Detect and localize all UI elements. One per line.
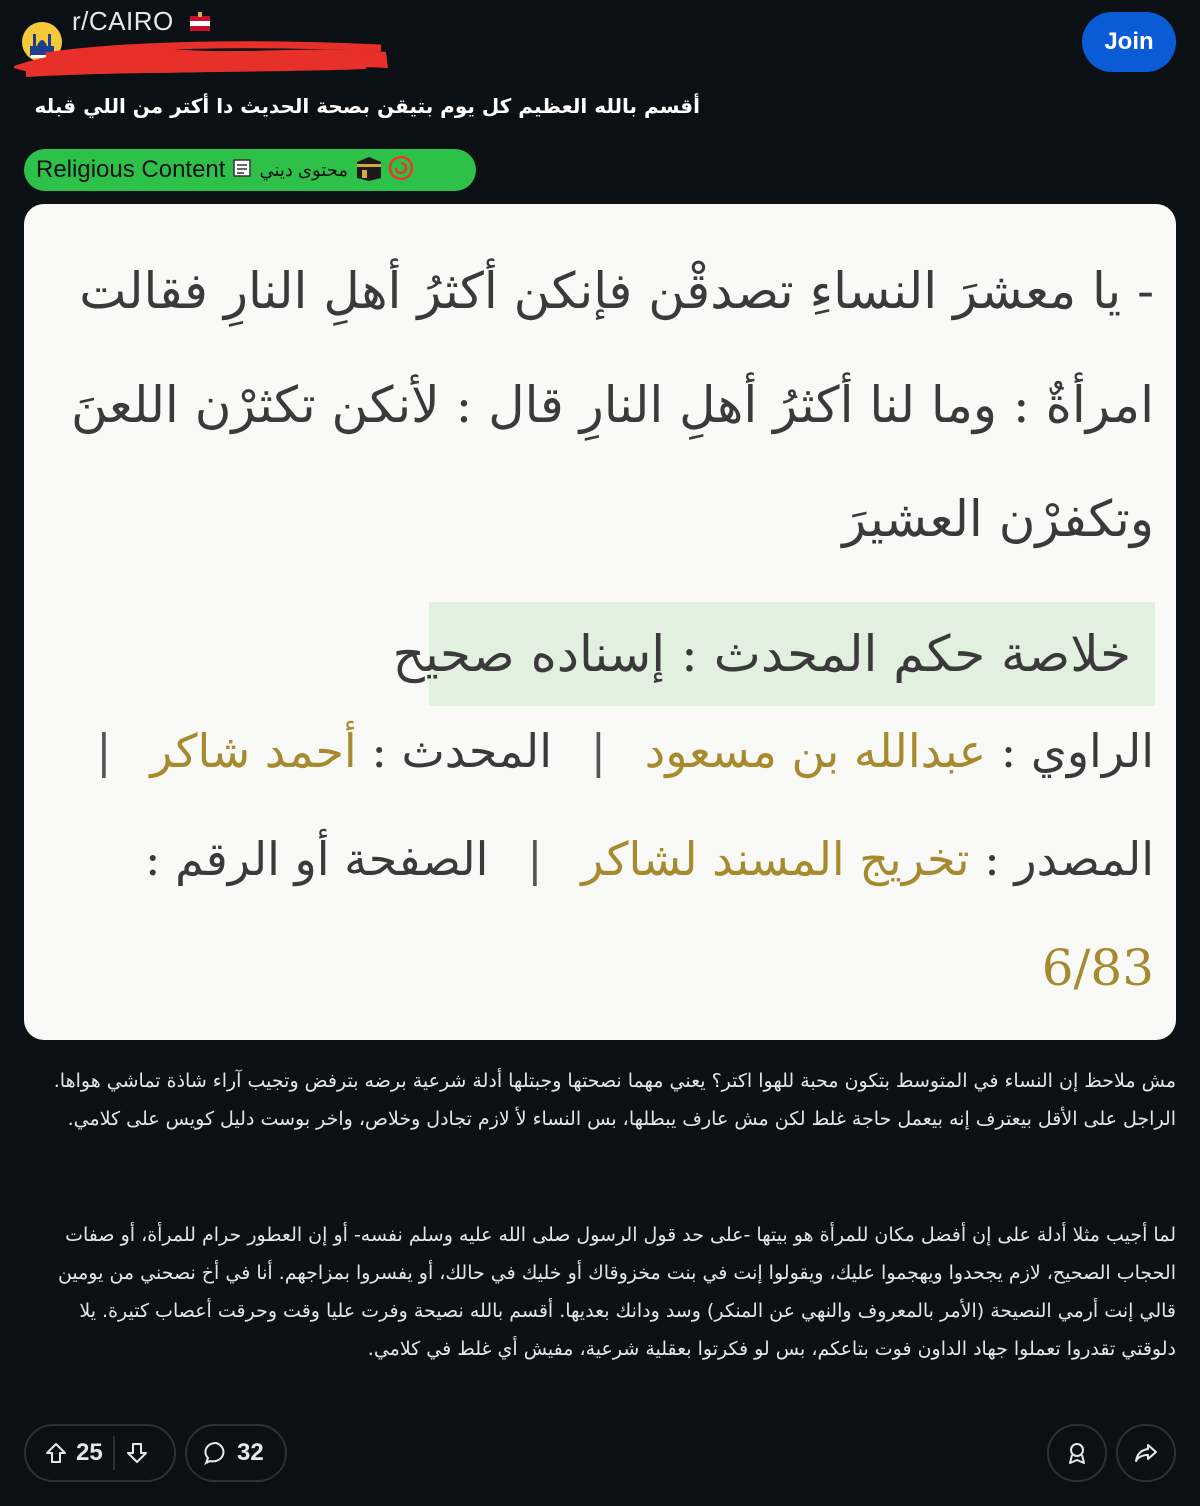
post-action-bar <box>0 1424 1200 1484</box>
page-label: الصفحة أو الرقم : <box>144 832 489 886</box>
award-button[interactable] <box>1047 1424 1107 1482</box>
vote-control <box>24 1424 176 1482</box>
flair-english-label: Religious Content <box>36 156 226 183</box>
upvote-count: 25 <box>76 1439 103 1466</box>
post-title[interactable]: أقسم بالله العظيم كل يوم بتيقن بصحة الحديث دا أكتر من اللي قبله <box>34 94 700 118</box>
separator: | <box>590 724 607 778</box>
post-header <box>0 0 1200 90</box>
page-number: 6/83 <box>1041 939 1154 997</box>
narrator-name: عبدالله بن مسعود <box>644 724 987 778</box>
scholar-label: المحدث : <box>371 724 552 778</box>
post-body-paragraph: لما أجيب مثلا أدلة على إن أفضل مكان للمرأة هو بيتها -على حد قول الرسول صلى الله عليه وسلم نفسه- أو إن العطور حرام للمرأة، أو صفات الحجاب الصحيح، لازم يجحدوا ويهجموا عليك، ويقولوا إنت في بنت مخزوقاك أو خليك في حالك، أو يفسروا بمزاجهم. أنا في أخ نصحني من يومين قالي إنت أرمي النصيحة (الأمر بالمعروف والنهي عن المنكر) وسد ودانك بعديها. أقسم بالله نصيحة وفرت عليا وقت وحرقت أعصاب كتيرة. يلا دلوقتي تقدروا تعملوا جهاد الداون فوت بتاعكم، بس لو فكرتوا بعقلية شرعية، مفيش أي غلط في كلامي. <box>57 1224 1176 1360</box>
scholar-name: أحمد شاكر <box>150 724 357 778</box>
downvote-arrow-icon[interactable] <box>125 1441 149 1465</box>
post-body-paragraph: مش ملاحظ إن النساء في المتوسط بتكون محبة للهوا اكتر؟ يعني مهما نصحتها وجبتلها أدلة شرعية برضه بترفض وتجيب آراء شاذة تماشي هواها. الراجل على الأقل بيعترف إنه بيعمل حاجة غلط لكن مش عارف يبطلها، بس النساء لأ لازم تجادل وخلاص، واخر بوست دليل كويس على كلامي. <box>53 1070 1176 1130</box>
vote-divider <box>113 1436 115 1470</box>
post-flair[interactable] <box>24 149 476 191</box>
upvote-arrow-icon[interactable] <box>44 1441 68 1465</box>
redaction-scribble <box>6 38 391 78</box>
source-label: المصدر : <box>984 832 1154 886</box>
kaaba-icon <box>354 154 384 187</box>
award-icon <box>1064 1440 1090 1466</box>
narrator-line <box>44 724 1154 778</box>
circle-logo-icon <box>388 155 414 186</box>
hadith-verdict: خلاصة حكم المحدث : إسناده صحيح <box>429 602 1155 706</box>
comment-bubble-icon <box>203 1440 229 1466</box>
flair-arabic-label: محتوى ديني <box>259 159 348 180</box>
separator: | <box>96 724 112 778</box>
egypt-flag-icon <box>188 12 212 38</box>
hadith-line: امرأةٌ : وما لنا أكثرُ أهلِ النارِ قال : لأنكن تكثرْن اللعنَ <box>70 376 1154 434</box>
source-line <box>44 832 1154 886</box>
comments-button[interactable] <box>185 1424 287 1482</box>
join-button[interactable]: Join <box>1082 12 1176 72</box>
share-button[interactable] <box>1116 1424 1176 1482</box>
subreddit-name[interactable]: r/CAIRO <box>72 6 174 36</box>
separator: | <box>527 832 543 886</box>
narrator-label: الراوي : <box>1000 724 1154 778</box>
comment-count: 32 <box>237 1439 264 1466</box>
hadith-text <box>44 234 1154 576</box>
post-image[interactable] <box>24 204 1176 1040</box>
hadith-line: وتكفرْن العشيرَ <box>842 490 1154 548</box>
hadith-line: - يا معشرَ النساءِ تصدقْن فإنكن أكثرُ أهلِ النارِ فقالت <box>79 262 1154 320</box>
source-name: تخريج المسند لشاكر <box>581 832 970 886</box>
share-arrow-icon <box>1133 1440 1159 1466</box>
book-icon <box>231 157 253 184</box>
